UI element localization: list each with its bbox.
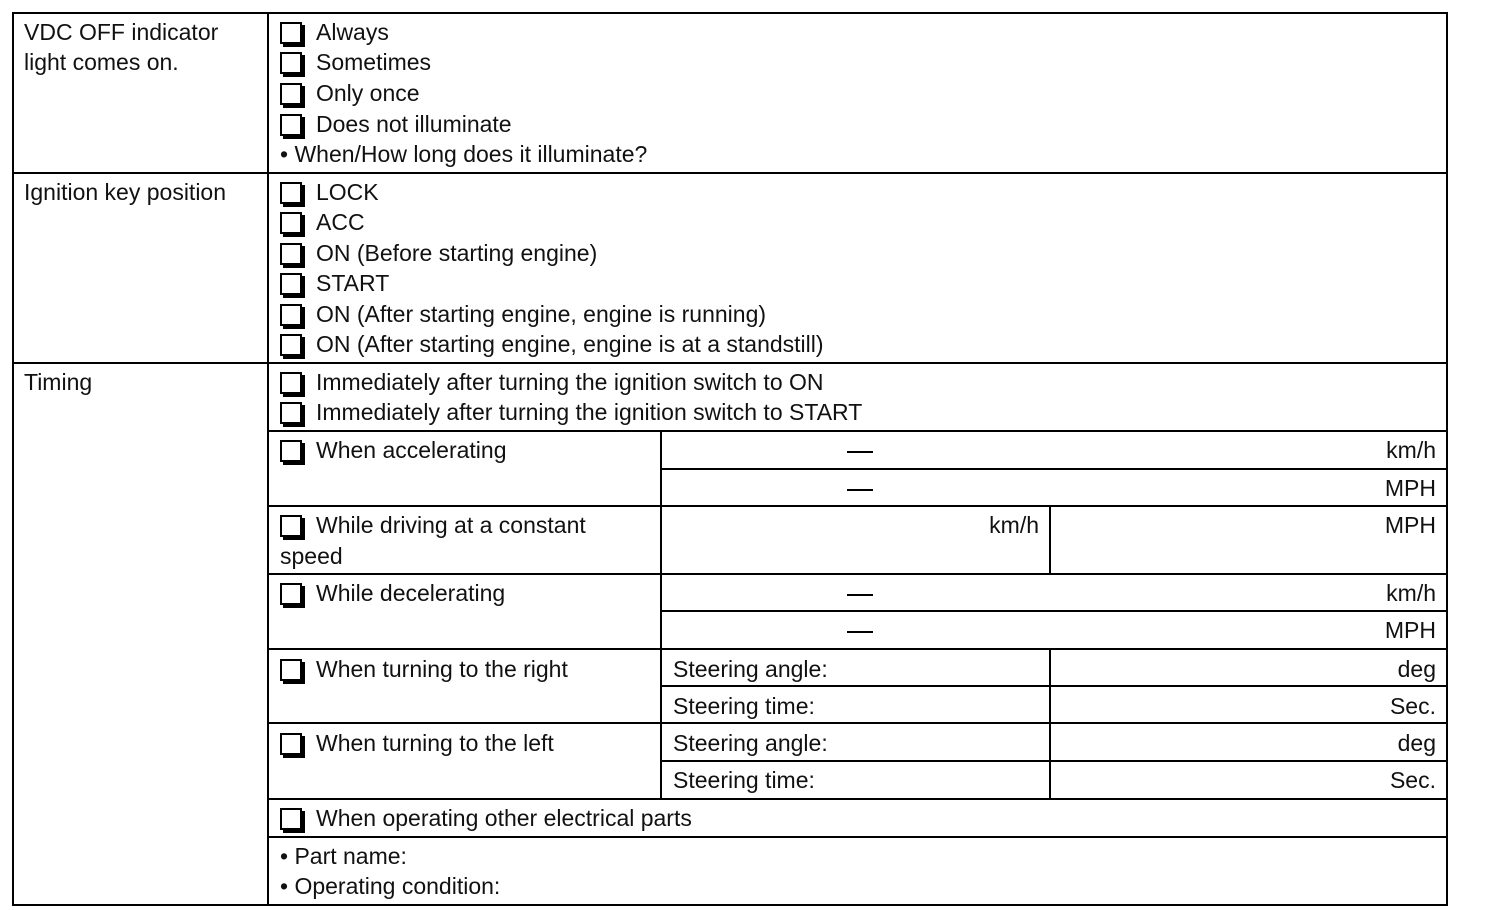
vdc-row-label-line1: VDC OFF indicator — [24, 19, 219, 45]
timing-option-accelerating — [280, 435, 507, 465]
checkbox[interactable] — [280, 808, 302, 830]
timing-option-turning-left — [280, 728, 554, 758]
table-border-right — [1446, 12, 1448, 906]
option-label: While decelerating — [316, 580, 506, 606]
checkbox[interactable] — [280, 243, 302, 265]
checkbox[interactable] — [280, 334, 302, 356]
option-label: When operating other electrical parts — [316, 805, 692, 831]
timing-option-electrical-parts — [280, 803, 692, 833]
checkbox[interactable] — [280, 304, 302, 326]
timing-divider-7 — [267, 836, 1448, 838]
turn-left-steering-time-label: Steering time: — [673, 767, 815, 793]
timing-divider-4 — [267, 648, 1448, 650]
accelerating-kmh-range-dash — [847, 451, 873, 453]
checkbox[interactable] — [280, 440, 302, 462]
row-divider-ignition — [12, 362, 1448, 364]
decelerating-mph-range-dash — [847, 631, 873, 633]
row-divider-vdc — [12, 172, 1448, 174]
timing-divider-3 — [267, 573, 1448, 575]
option-label: While driving at a constant — [316, 512, 586, 538]
decelerating-kmh-unit: km/h — [1386, 580, 1436, 606]
option-label: ON (Before starting engine) — [316, 240, 598, 266]
checkbox[interactable] — [280, 22, 302, 44]
option-label: Does not illuminate — [316, 111, 512, 137]
ignition-option-start — [280, 268, 389, 298]
part-name-label: • Part name: — [280, 843, 407, 869]
timing-option-turning-right — [280, 654, 568, 684]
steering-right-divider — [1049, 648, 1051, 724]
checkbox[interactable] — [280, 659, 302, 681]
option-label: When turning to the right — [316, 656, 568, 682]
checkbox[interactable] — [280, 515, 302, 537]
vdc-option-does-not-illuminate — [280, 109, 512, 139]
option-label: LOCK — [316, 179, 379, 205]
timing-row-label: Timing — [24, 369, 93, 395]
option-label: When turning to the left — [316, 730, 554, 756]
constant-speed-kmh-unit: km/h — [989, 512, 1039, 538]
vdc-option-always — [280, 17, 389, 47]
timing-divider-2 — [267, 505, 1448, 507]
ignition-row-label: Ignition key position — [24, 179, 227, 205]
option-label: START — [316, 270, 390, 296]
timing-divider-1 — [267, 430, 1448, 432]
accelerating-mph-range-dash — [847, 489, 873, 491]
turn-right-steering-time-label: Steering time: — [673, 693, 815, 719]
constant-speed-label-line2: speed — [280, 543, 343, 569]
timing-divider-6 — [267, 798, 1448, 800]
turn-right-steering-angle-unit: deg — [1397, 656, 1436, 682]
checkbox[interactable] — [280, 733, 302, 755]
label-column-divider — [267, 12, 269, 906]
timing-divider-left-mid — [660, 760, 1448, 762]
constant-speed-mph-unit: MPH — [1384, 512, 1436, 538]
turn-left-steering-time-unit: Sec. — [1389, 767, 1436, 793]
option-label: Immediately after turning the ignition switch to START — [316, 399, 863, 425]
checkbox[interactable] — [280, 182, 302, 204]
vdc-row-label-line2: light comes on. — [24, 49, 179, 75]
vdc-option-sometimes — [280, 47, 431, 77]
timing-divider-decel-mid — [660, 610, 1448, 612]
ignition-option-on-running — [280, 299, 766, 329]
turn-left-steering-angle-unit: deg — [1397, 730, 1436, 756]
table-border-bottom — [12, 904, 1448, 906]
checkbox[interactable] — [280, 83, 302, 105]
turn-right-steering-time-unit: Sec. — [1389, 693, 1436, 719]
table-border-top — [12, 12, 1448, 14]
accelerating-mph-unit: MPH — [1384, 475, 1436, 501]
checkbox[interactable] — [280, 402, 302, 424]
table-border-left — [12, 12, 14, 906]
vdc-option-only-once — [280, 78, 420, 108]
timing-option-constant-speed — [280, 510, 586, 540]
ignition-option-on-before — [280, 238, 597, 268]
timing-divider-right-mid — [660, 685, 1448, 687]
checkbox[interactable] — [280, 372, 302, 394]
option-label: Always — [316, 19, 389, 45]
option-label: ON (After starting engine, engine is running) — [316, 301, 767, 327]
option-label: Only once — [316, 80, 420, 106]
turn-right-steering-angle-label: Steering angle: — [673, 656, 828, 682]
checkbox[interactable] — [280, 212, 302, 234]
option-label: Sometimes — [316, 49, 432, 75]
ignition-option-acc — [280, 207, 365, 237]
timing-divider-5 — [267, 722, 1448, 724]
option-label: Immediately after turning the ignition switch to ON — [316, 369, 824, 395]
checkbox[interactable] — [280, 273, 302, 295]
accelerating-kmh-unit: km/h — [1386, 437, 1436, 463]
timing-inner-column-divider — [660, 430, 662, 800]
timing-divider-accel-mid — [660, 468, 1448, 470]
ignition-option-lock — [280, 177, 379, 207]
timing-option-immediately-on — [280, 367, 824, 397]
turn-left-steering-angle-label: Steering angle: — [673, 730, 828, 756]
operating-condition-label: • Operating condition: — [280, 873, 501, 899]
timing-option-immediately-start — [280, 397, 862, 427]
decelerating-kmh-range-dash — [847, 594, 873, 596]
option-label: ACC — [316, 209, 365, 235]
ignition-option-on-standstill — [280, 329, 824, 359]
decelerating-mph-unit: MPH — [1384, 617, 1436, 643]
vdc-question: • When/How long does it illuminate? — [280, 141, 648, 167]
constant-speed-divider — [1049, 505, 1051, 575]
checkbox[interactable] — [280, 114, 302, 136]
checkbox[interactable] — [280, 52, 302, 74]
option-label: When accelerating — [316, 437, 507, 463]
timing-option-decelerating — [280, 578, 505, 608]
steering-left-divider — [1049, 722, 1051, 800]
checkbox[interactable] — [280, 583, 302, 605]
option-label: ON (After starting engine, engine is at a standstill) — [316, 331, 824, 357]
